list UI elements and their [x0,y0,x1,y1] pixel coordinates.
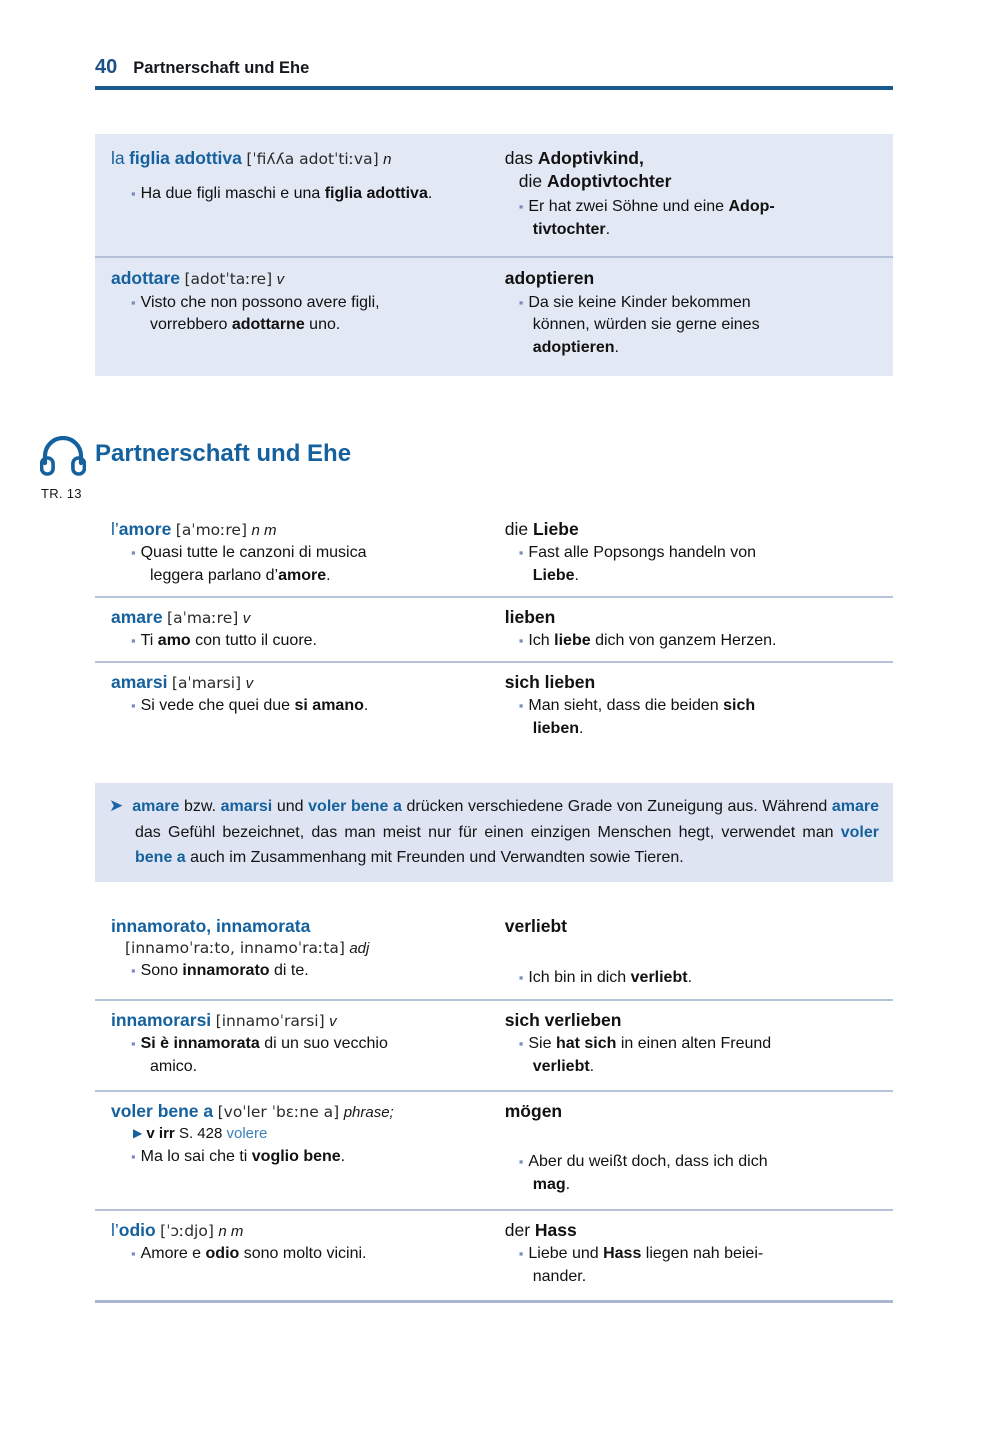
dictionary-entry [95,663,893,753]
ipa-transcription: [ˈɔːdjo] [160,1221,214,1240]
article: l’ [111,519,119,539]
example-italian: ▪ Sono innamorato di te. [111,960,495,983]
german-headword: lieben [504,606,556,627]
ipa-transcription: [innamoˈrarsi] [215,1011,325,1030]
example-german: ▪ Aber du weißt doch, dass ich dich mag. [505,1151,877,1196]
header-rule [95,86,893,90]
headword-line [111,147,495,170]
entry-german-column [505,671,877,741]
german-headword-2: Adoptivtochter [546,171,672,192]
translation-line-2 [505,170,877,193]
part-of-speech: v [245,675,254,693]
part-of-speech: v [276,270,285,288]
entry-german-column [505,1009,877,1079]
german-headword: mögen [504,1101,563,1122]
xref-link[interactable]: volere [226,1125,268,1143]
usage-note-run: drücken verschiedene Grade von Zuneigung aus. Während [401,798,832,815]
headword-line [111,518,495,541]
german-headword: verliebt [504,916,567,936]
headword[interactable]: amarsi [111,672,168,693]
running-head [95,56,893,90]
translation-line-1 [505,606,877,629]
usage-note-keyword[interactable]: amare [831,798,880,815]
entry-german-column [505,518,877,588]
example-italian: ▪ Visto che non possono avere figli, vorrebbero adottarne uno. [111,292,495,337]
german-article: der [504,1219,531,1240]
german-article: das [504,148,533,168]
german-headword: Liebe [532,519,579,539]
entry-german-column [505,267,877,360]
headword-line [111,1009,495,1032]
headword[interactable]: innamorato, innamorata [111,916,311,936]
entry-list-upper [95,518,893,753]
headword-line [111,671,495,694]
usage-note-body [132,798,879,866]
ipa-transcription: [aˈmaːre] [167,608,239,627]
ipa-transcription: [adotˈtaːre] [184,269,273,288]
dictionary-entry [95,518,893,596]
shaded-entry-block [95,134,893,376]
translation-line-1 [505,1100,877,1123]
dictionary-entry [95,1211,893,1301]
usage-note-box [95,783,893,882]
example-italian: ▪ Si è innamorata di un suo vecchio amico. [111,1033,495,1078]
example-german: ▪ Er hat zwei Söhne und eine Adop- tivtochter. [505,196,877,241]
translation-line-1 [505,1219,877,1242]
headword-line [111,1219,495,1242]
triangle-right-icon: ▶ [133,1126,143,1141]
example-german: ▪ Man sieht, dass die beiden sich lieben. [505,695,877,740]
example-german: ▪ Da sie keine Kinder bekommen können, würden sie gerne eines adoptieren. [505,292,877,360]
ipa-transcription: [innamoˈraːto, innamoˈraːta] [125,939,345,958]
dictionary-entry [95,258,893,376]
entry-italian-column [111,267,505,360]
german-headword: sich lieben [504,672,596,693]
usage-note-keyword[interactable]: amarsi [220,798,273,815]
usage-note-run: das Gefühl bezeichnet, das man meist nur für einen einzigen Menschen hegt, verwendet man [135,823,841,841]
translation-line-1 [505,518,877,541]
ipa-transcription: [aˈmoːre] [175,521,247,539]
cross-reference[interactable] [133,1123,495,1145]
example-italian: ▪ Amore e odio sono molto vicini. [111,1243,495,1266]
translation-line-1 [505,1009,877,1032]
translation-line-1 [505,147,877,170]
usage-note-keyword[interactable]: voler bene a [135,823,879,867]
headword[interactable]: amore [118,519,172,539]
part-of-speech: phrase; [343,1104,394,1122]
usage-note-run: und [272,798,309,815]
entry-italian-column [111,518,505,588]
track-label: TR. 13 [41,486,82,501]
headword-line [111,267,495,290]
entry-list-lower [95,915,893,1303]
headword[interactable]: voler bene a [111,1101,214,1122]
article: la [111,148,125,168]
headword[interactable]: figlia adottiva [129,148,242,168]
entry-italian-column [111,147,505,242]
entry-german-column [505,147,877,242]
entry-italian-column [111,1219,505,1289]
dictionary-entry [95,915,893,999]
entry-italian-column [111,915,505,990]
ipa-line [111,938,495,959]
headword[interactable]: innamorarsi [111,1009,212,1030]
example-german: ▪ Liebe und Hass liegen nah beiei- nander. [505,1243,877,1288]
headword[interactable]: adottare [111,267,181,288]
usage-note-keyword[interactable]: amare [132,798,180,815]
german-headword-1: adoptieren [504,267,595,288]
xref-label: v irr [146,1125,175,1143]
translation-line-1 [505,915,877,938]
headword[interactable]: odio [118,1219,156,1240]
example-german: ▪ Ich bin in dich verliebt. [505,967,877,990]
german-headword: sich verlieben [504,1009,622,1030]
part-of-speech: n m [218,1222,244,1240]
entry-italian-column [111,1100,505,1197]
part-of-speech: adj [349,940,370,958]
headword-line [111,1100,495,1123]
part-of-speech: n m [251,522,277,539]
part-of-speech: n [383,151,392,168]
usage-note-run: bzw. [179,798,221,815]
running-head-title: Partnerschaft und Ehe [133,59,310,77]
example-italian: ▪ Ma lo sai che ti voglio bene. [111,1146,495,1169]
example-italian: ▪ Ti amo con tutto il cuore. [111,630,495,653]
arrow-right-icon: ➤ [109,796,124,815]
headword-line [111,606,495,629]
ipa-transcription: [voˈler ˈbɛːne a] [217,1103,340,1122]
german-article: die [504,519,529,539]
entry-german-column [505,606,877,653]
entry-italian-column [111,671,505,741]
entry-german-column [505,915,877,990]
example-italian: ▪ Ha due figli maschi e una figlia adottiva. [111,183,495,206]
part-of-speech: v [329,1012,337,1030]
example-german: ▪ Ich liebe dich von ganzem Herzen. [505,630,877,653]
entry-italian-column [111,606,505,653]
article: l’ [111,1219,119,1240]
entry-german-column [505,1100,877,1197]
german-article-2: die [518,171,543,192]
usage-note-keyword[interactable]: voler bene a [308,798,402,815]
entry-italian-column [111,1009,505,1079]
translation-line-1 [505,671,877,694]
headword[interactable]: amare [111,606,163,627]
dictionary-entry [95,147,893,256]
dictionary-entry [95,1001,893,1091]
usage-note-run: auch im Zusammenhang mit Freunden und Verwandten sowie Tieren. [185,849,684,867]
example-german: ▪ Fast alle Popsongs handeln von Liebe. [505,542,877,587]
block-closing-rule [95,1300,893,1303]
german-headword: Hass [534,1219,577,1240]
dictionary-entry [95,1092,893,1209]
page-number: 40 [95,56,118,78]
section-title: Partnerschaft und Ehe [95,440,352,467]
part-of-speech: v [242,609,251,627]
example-german: ▪ Sie hat sich in einen alten Freund verliebt. [505,1033,877,1078]
headphones-icon [40,436,86,481]
usage-note-text [109,793,879,870]
example-italian: ▪ Si vede che quei due si amano. [111,695,495,718]
example-italian: ▪ Quasi tutte le canzoni di musica leggera parlano d’amore. [111,542,495,587]
headword-line [111,915,495,938]
entry-german-column [505,1219,877,1289]
xref-page: S. 428 [178,1125,223,1143]
ipa-transcription: [ˈfiʎʎa adotˈtiːva] [246,150,379,168]
ipa-transcription: [aˈmarsi] [171,674,242,693]
german-headword-1: Adoptivkind, [537,148,644,168]
translation-line-1 [505,267,877,290]
dictionary-entry [95,598,893,662]
